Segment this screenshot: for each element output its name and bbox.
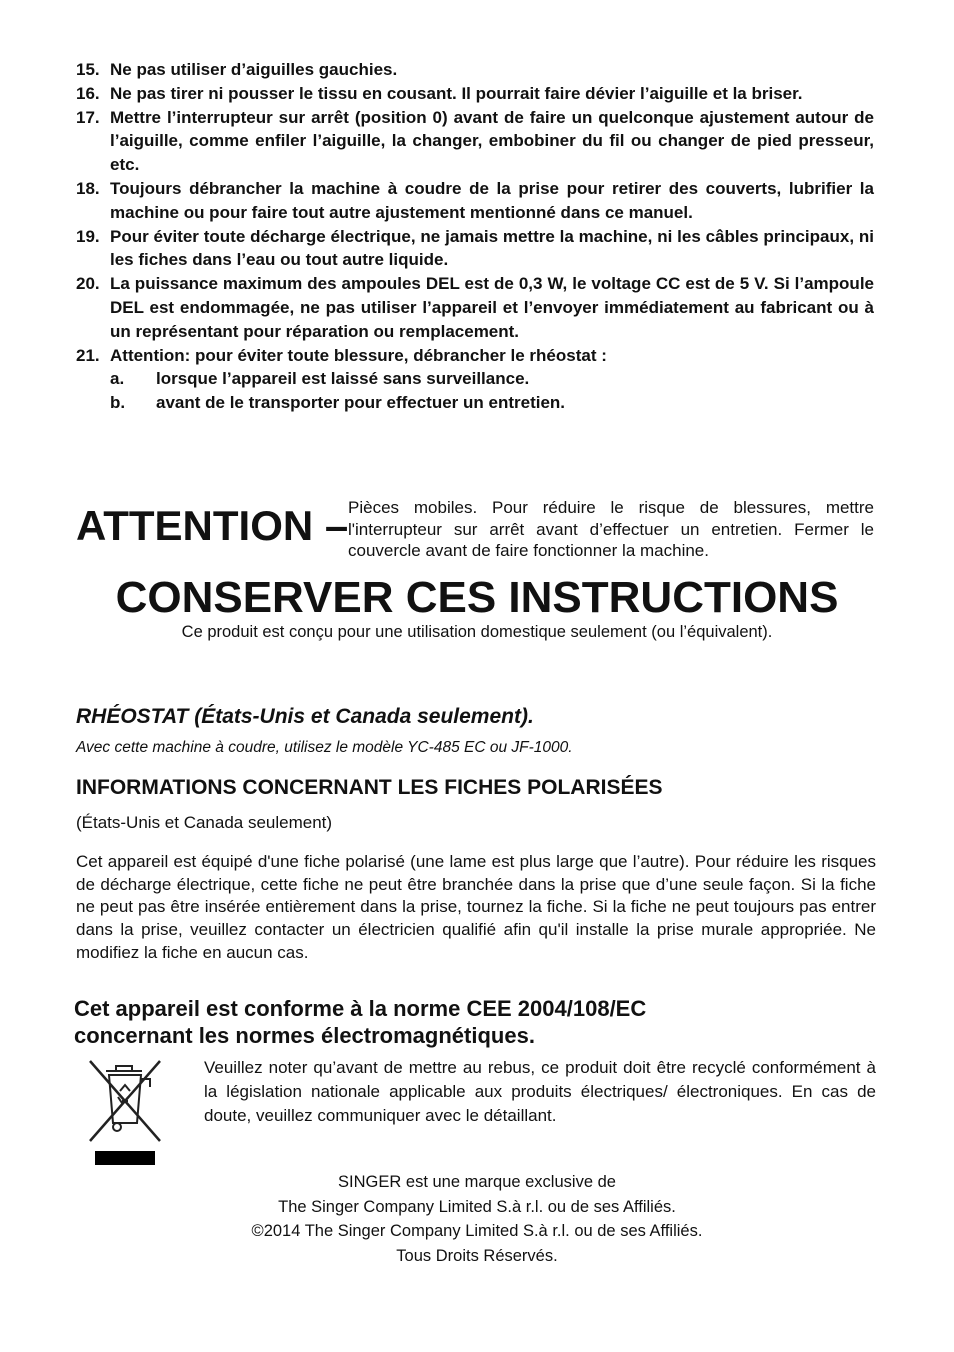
item-text: La puissance maximum des ampoules DEL est de 0,3 W, le voltage CC est de 5 V. Si l’ampoule DEL est endommagée, ne pas utiliser l’appareil et l’envoyer immédiatement au fabricant ou à un représentant pour réparation ou remplacement.	[110, 274, 874, 341]
list-item	[76, 106, 874, 177]
item-text: Pour éviter toute décharge électrique, ne jamais mettre la machine, ni les câbles principaux, ni les fiches dans l’eau ou tout autre liquide.	[110, 226, 874, 270]
crossed-out-wheelie-bin-icon	[84, 1057, 166, 1167]
compliance-heading	[74, 995, 854, 1049]
conserver-subtitle: Ce produit est conçu pour une utilisation domestique seulement (ou l’équivalent).	[181, 623, 773, 641]
polarized-plug-heading: INFORMATIONS CONCERNANT LES FICHES POLARISÉES	[76, 776, 663, 799]
compliance-line-2: concernant les normes électromagnétiques.	[74, 1023, 535, 1048]
list-item	[76, 344, 874, 415]
item-number: 19.	[76, 226, 100, 246]
rheostat-text: Avec cette machine à coudre, utilisez le modèle YC-485 EC ou JF-1000.	[76, 739, 573, 756]
footer	[0, 1170, 954, 1268]
item-number: 16.	[76, 83, 100, 103]
list-item	[76, 225, 874, 273]
list-item	[76, 272, 874, 343]
sub-item-text: avant de le transporter pour effectuer un entretien.	[156, 393, 566, 413]
compliance-line-1: Cet appareil est conforme à la norme CEE 2004/108/EC	[74, 996, 647, 1021]
attention-block	[76, 497, 876, 563]
item-text: Ne pas tirer ni pousser le tissu en cousant. Il pourrait faire dévier l’aiguille et la briser.	[110, 83, 803, 103]
list-item	[76, 177, 874, 225]
item-text: Toujours débrancher la machine à coudre de la prise pour retirer des couverts, lubrifier la machine ou pour faire tout autre ajustement mentionné dans ce manuel.	[110, 178, 874, 222]
sub-item-letter: a.	[110, 369, 125, 389]
sub-item-letter: b.	[110, 393, 126, 413]
footer-line: Tous Droits Réservés.	[396, 1246, 558, 1265]
attention-text: Pièces mobiles. Pour réduire le risque de blessures, mettre l'interrupteur sur arrêt avant d’effectuer un entretien. Fermer le couvercle avant de faire fonctionner la machine.	[348, 498, 874, 560]
item-text: Ne pas utiliser d’aiguilles gauchies.	[110, 60, 398, 79]
rheostat-heading: RHÉOSTAT (États-Unis et Canada seulement).	[76, 705, 534, 728]
item-number: 21.	[76, 345, 100, 365]
footer-line: SINGER est une marque exclusive de	[338, 1173, 616, 1191]
polarized-plug-subtitle: (États-Unis et Canada seulement)	[76, 813, 333, 832]
item-text: Attention: pour éviter toute blessure, débrancher le rhéostat :	[110, 345, 607, 365]
item-number: 15.	[76, 60, 100, 79]
item-number: 18.	[76, 178, 100, 198]
item-number: 20.	[76, 274, 100, 294]
item-number: 17.	[76, 107, 100, 127]
attention-heading: ATTENTION –	[76, 502, 349, 549]
conserver-title: CONSERVER CES INSTRUCTIONS	[115, 573, 839, 622]
polarized-plug-body: Cet appareil est équipé d'une fiche polarisé (une lame est plus large que l’autre). Pour réduire les risques de décharge électrique, cette fiche ne peut être branchée dans la prise que d’une seule façon. Si la fiche ne peut pas être insérée entièrement dans la prise, tournez la fiche. Si la fiche ne peut toujours pas entrer dans la prise, veuillez contacter un électricien qualifié afin qu'il installe la prise murale appropriée. Ne modifiez la fiche en aucun cas.	[76, 852, 876, 962]
list-item	[76, 82, 874, 106]
sub-list-item	[110, 391, 874, 415]
recycling-notice: Veuillez noter qu’avant de mettre au rebus, ce produit doit être recyclé conformément à la législation nationale applicable aux produits électriques/ électroniques. En cas de doute, veuillez communiquer avec le détaillant.	[204, 1058, 876, 1125]
sub-item-text: lorsque l’appareil est laissé sans surveillance.	[156, 369, 530, 389]
footer-line: The Singer Company Limited S.à r.l. ou de ses Affiliés.	[278, 1197, 676, 1216]
item-text: Mettre l’interrupteur sur arrêt (position 0) avant de faire un quelconque ajustement autour de l’aiguille, comme enfiler l’aiguille, la changer, embobiner du fil ou changer de pied presseur, etc.	[110, 107, 874, 175]
footer-line: ©2014 The Singer Company Limited S.à r.l. ou de ses Affiliés.	[251, 1222, 703, 1240]
list-item	[76, 58, 874, 82]
sub-list-item	[110, 367, 874, 391]
safety-instructions-list	[76, 58, 874, 415]
